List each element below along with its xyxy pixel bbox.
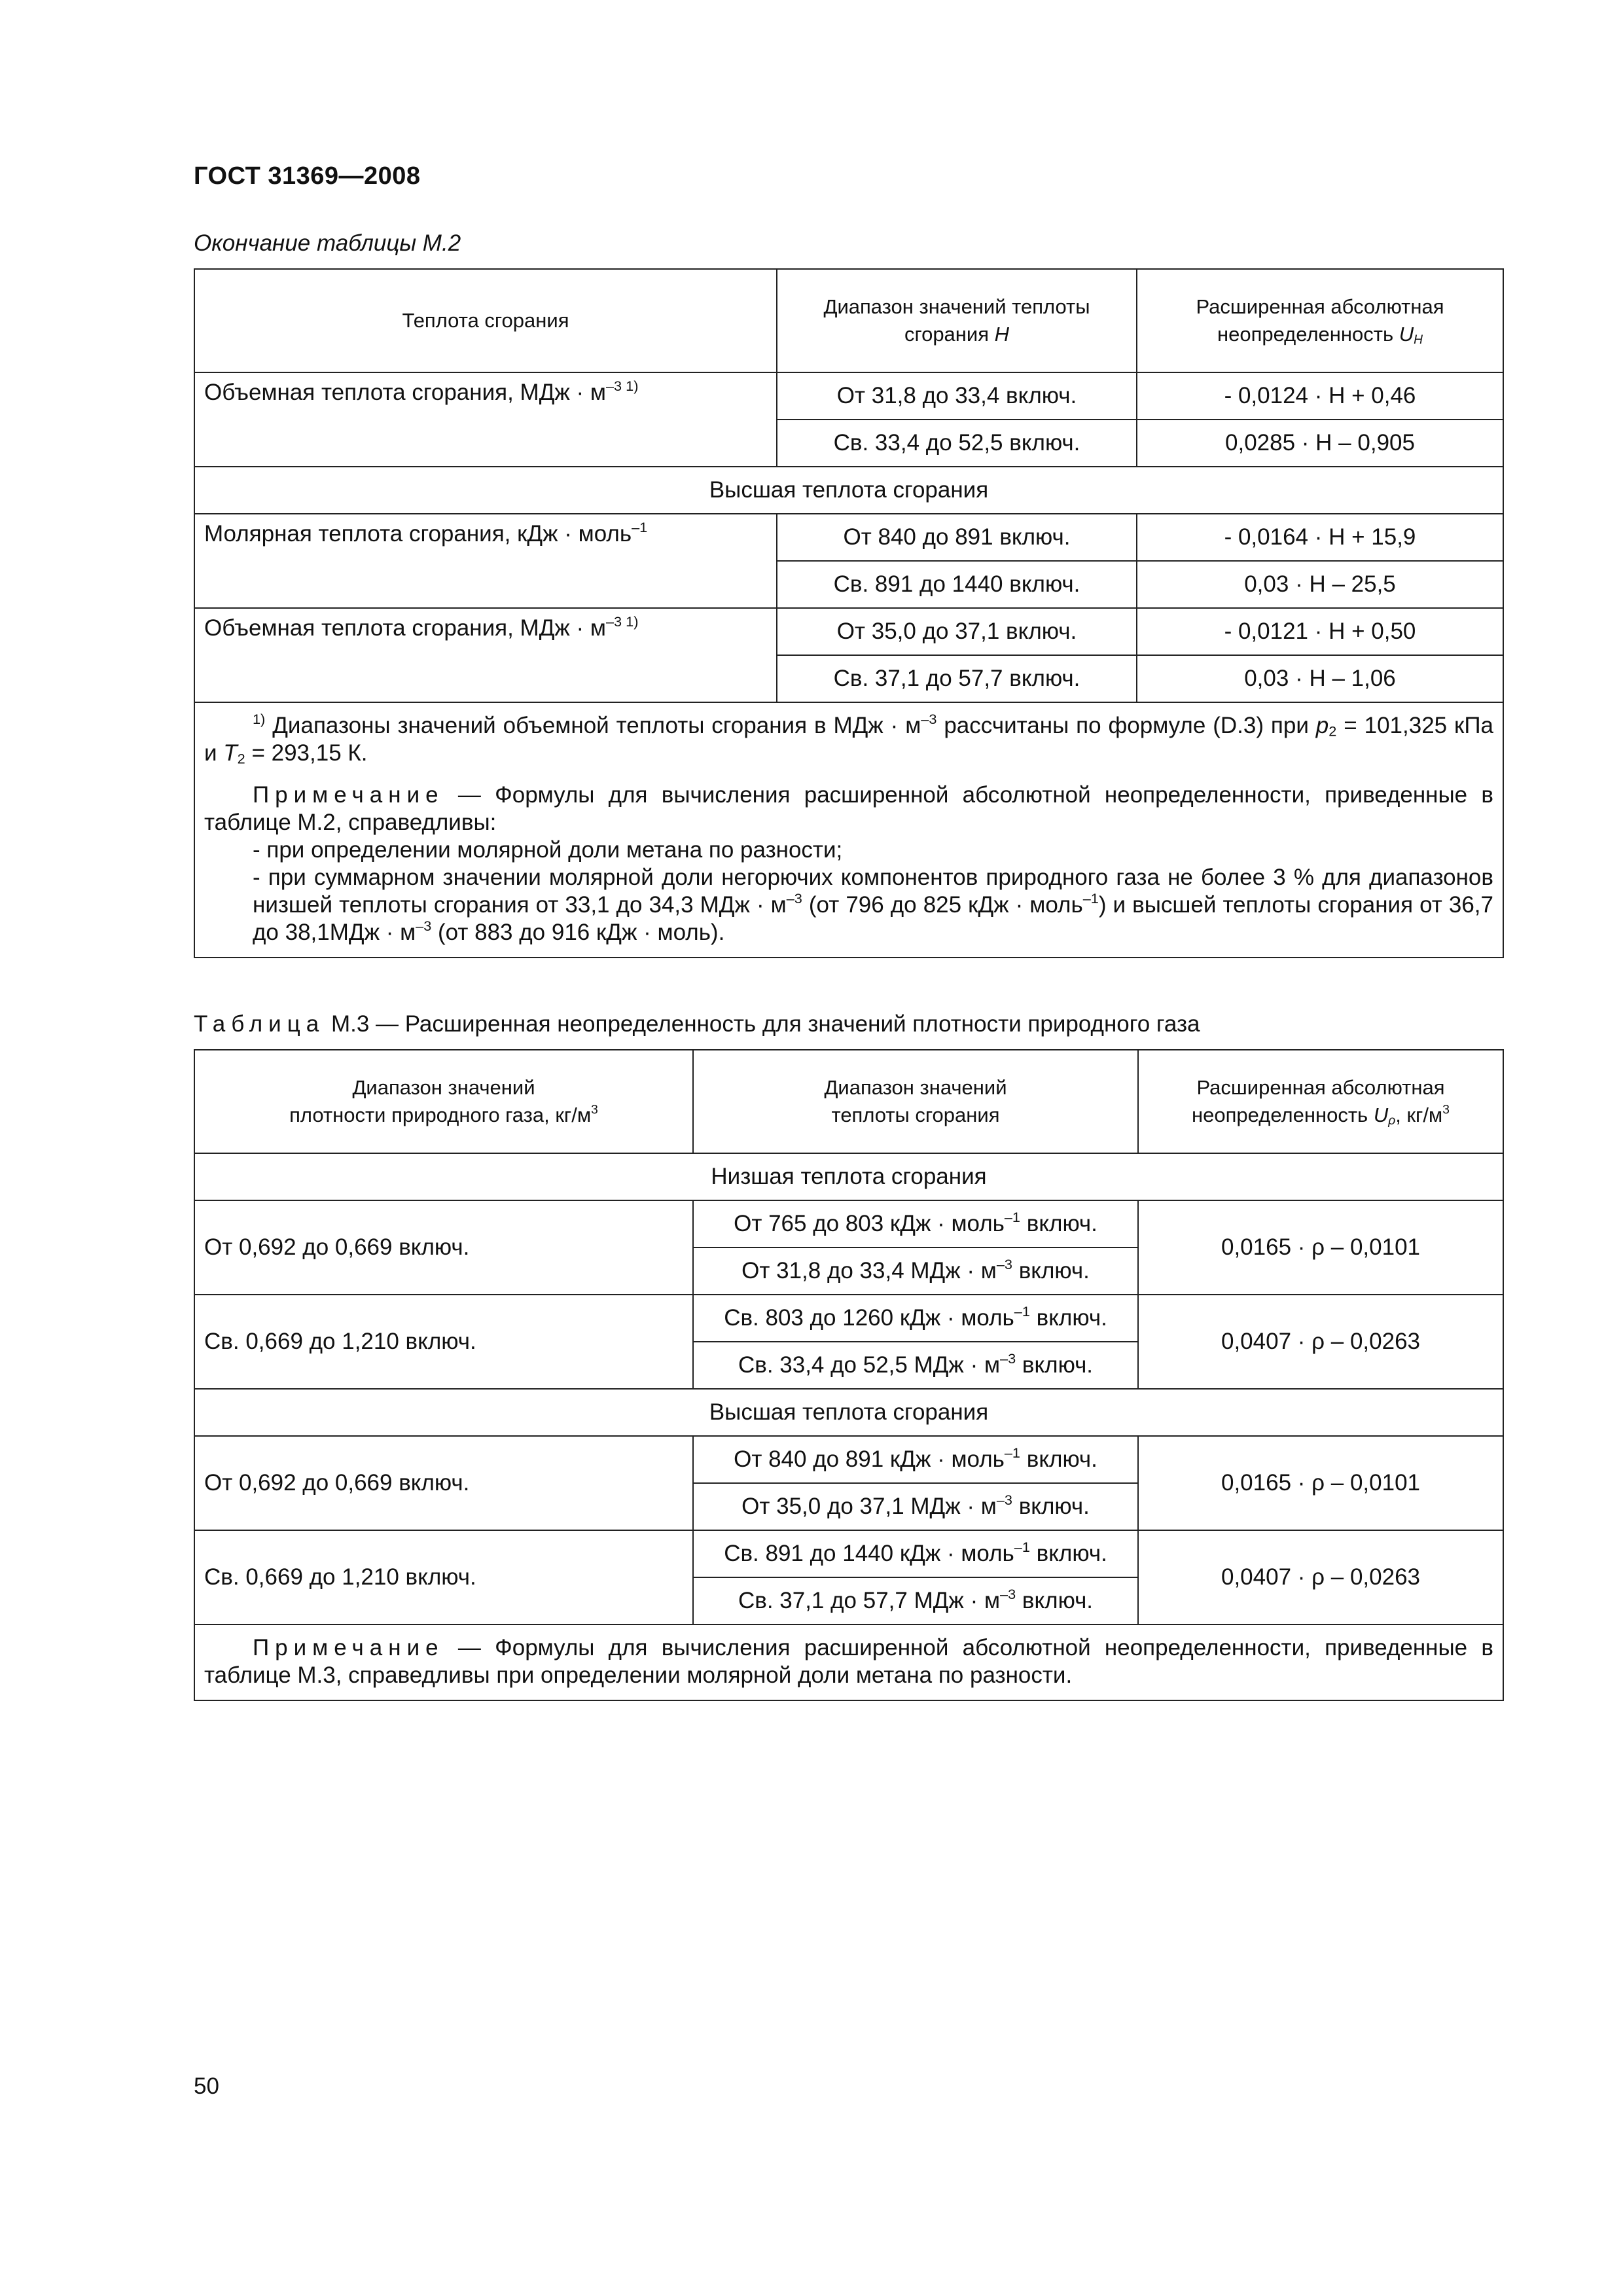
col-header-heat-line2: теплоты сгорания	[831, 1103, 1000, 1126]
symbol-u-sub: H	[1414, 332, 1423, 347]
range-cell	[693, 1295, 1138, 1342]
col-header-uncertainty	[1138, 1050, 1503, 1153]
note-m2	[204, 781, 1493, 836]
note-item	[204, 864, 1493, 946]
col-header-unc-line1: Расширенная абсолютная	[1196, 295, 1444, 319]
formula-cell: 0,0165 · ρ – 0,0101	[1138, 1436, 1503, 1530]
row-label-molar	[194, 514, 777, 608]
table-row	[194, 1530, 1503, 1577]
col-header-unit: , кг/м	[1395, 1103, 1443, 1126]
table-row	[194, 514, 1503, 561]
symbol-t: T	[223, 740, 238, 766]
formula-cell: 0,03 · H – 1,06	[1137, 655, 1503, 702]
footnote-text: = 293,15 К.	[245, 740, 368, 766]
range-text: Св. 37,1 до 57,7 МДж · м	[738, 1588, 1001, 1613]
table-row	[194, 1295, 1503, 1342]
range-text: От 765 до 803 кДж · моль	[734, 1211, 1005, 1236]
table-row	[194, 372, 1503, 420]
col-header-sup: 3	[1442, 1103, 1450, 1117]
formula-cell: 0,0285 · H – 0,905	[1137, 420, 1503, 467]
range-text: От 31,8 до 33,4 МДж · м	[741, 1258, 997, 1283]
col-header-range-line2: сгорания	[904, 323, 990, 346]
col-header-density-line1: Диапазон значений	[352, 1076, 535, 1100]
formula-cell: - 0,0164 · H + 15,9	[1137, 514, 1503, 561]
note-item-text: - при суммарном значении молярной доли негорючих компонентов природного газа не более 3 % для диапазонов низшей теплоты сгорания от 33,1 до 34,3 МДж · м	[253, 865, 1493, 918]
range-end: включ.	[1029, 1305, 1107, 1331]
section-row	[194, 1389, 1503, 1436]
range-end: включ.	[1020, 1211, 1097, 1236]
formula-cell: - 0,0121 · H + 0,50	[1137, 608, 1503, 655]
row-label-volumetric	[194, 372, 777, 467]
range-sup: –1	[1004, 1208, 1020, 1225]
symbol-p-sub: 2	[1329, 723, 1337, 740]
row-label-sup: –3 1)	[606, 613, 639, 630]
symbol-t-sub: 2	[237, 750, 245, 767]
col-header-heat-range	[693, 1050, 1138, 1153]
symbol-rho-sub: ρ	[1388, 1113, 1396, 1128]
range-text: От 840 до 891 кДж · моль	[734, 1446, 1005, 1472]
range-text: Св. 33,4 до 52,5 МДж · м	[738, 1352, 1001, 1378]
range-cell	[693, 1342, 1138, 1389]
section-row	[194, 467, 1503, 514]
page-number: 50	[194, 2073, 219, 2099]
row-label-text: Молярная теплота сгорания, кДж · моль	[204, 521, 632, 547]
formula-cell: - 0,0124 · H + 0,46	[1137, 372, 1503, 420]
range-cell	[693, 1530, 1138, 1577]
col-header-unc-line2: неопределенность	[1192, 1103, 1368, 1126]
range-cell: Св. 33,4 до 52,5 включ.	[777, 420, 1137, 467]
table-m3-caption	[194, 1011, 1200, 1037]
symbol-u: U	[1373, 1103, 1389, 1126]
range-end: включ.	[1016, 1588, 1094, 1613]
density-cell: Св. 0,669 до 1,210 включ.	[194, 1530, 693, 1624]
col-header-density-line2: плотности природного газа, кг/м	[289, 1103, 592, 1126]
note-m3	[204, 1634, 1493, 1689]
symbol-u: U	[1399, 323, 1414, 346]
range-cell	[693, 1200, 1138, 1247]
footnote	[204, 712, 1493, 767]
range-cell: От 35,0 до 37,1 включ.	[777, 608, 1137, 655]
table-header-row	[194, 269, 1503, 372]
range-sup: –3	[1000, 1350, 1016, 1367]
caption-label: Таблица	[194, 1011, 325, 1037]
range-cell	[693, 1483, 1138, 1530]
range-sup: –1	[1014, 1302, 1030, 1319]
range-end: включ.	[1012, 1494, 1090, 1519]
notes-cell	[194, 702, 1503, 958]
note-label: Примечание	[253, 782, 444, 808]
formula-cell: 0,0165 · ρ – 0,0101	[1138, 1200, 1503, 1295]
note-sup: –3	[786, 889, 802, 906]
range-cell	[693, 1247, 1138, 1295]
range-text: От 35,0 до 37,1 МДж · м	[741, 1494, 997, 1519]
col-header-unc-line1: Расширенная абсолютная	[1196, 1076, 1445, 1100]
range-end: включ.	[1016, 1352, 1094, 1378]
col-header-range-line1: Диапазон значений теплоты	[823, 295, 1090, 319]
density-cell: От 0,692 до 0,669 включ.	[194, 1436, 693, 1530]
col-header-range	[777, 269, 1137, 372]
range-text: Св. 803 до 1260 кДж · моль	[724, 1305, 1014, 1331]
footnote-text: Диапазоны значений объемной теплоты сгорания в МДж · м	[272, 713, 921, 738]
section-low-heat: Низшая теплота сгорания	[194, 1153, 1503, 1200]
col-header-density	[194, 1050, 693, 1153]
footnote-text: рассчитаны по формуле (D.3) при	[936, 713, 1316, 738]
footnote-mark: 1)	[253, 710, 266, 727]
density-cell: От 0,692 до 0,669 включ.	[194, 1200, 693, 1295]
col-header-sup: 3	[591, 1103, 598, 1117]
density-cell: Св. 0,669 до 1,210 включ.	[194, 1295, 693, 1389]
section-row	[194, 1153, 1503, 1200]
table-row	[194, 1200, 1503, 1247]
note-sup: –1	[1082, 889, 1099, 906]
range-sup: –3	[996, 1491, 1012, 1508]
section-high-heat: Высшая теплота сгорания	[194, 1389, 1503, 1436]
range-sup: –3	[1000, 1585, 1016, 1602]
notes-cell	[194, 1624, 1503, 1700]
formula-cell: 0,0407 · ρ – 0,0263	[1138, 1295, 1503, 1389]
formula-cell: 0,0407 · ρ – 0,0263	[1138, 1530, 1503, 1624]
range-cell: Св. 891 до 1440 включ.	[777, 561, 1137, 608]
note-item-text: ) и высшей теплоты сгорания от 36,7 до 38,1МДж · м	[253, 892, 1493, 945]
range-sup: –1	[1014, 1538, 1030, 1555]
footnote-sup: –3	[921, 710, 937, 727]
table-m2	[194, 268, 1504, 958]
note-label: Примечание	[253, 1635, 444, 1660]
range-end: включ.	[1029, 1541, 1107, 1566]
row-label-sup: –3 1)	[606, 377, 639, 394]
notes-row	[194, 1624, 1503, 1700]
formula-cell: 0,03 · H – 25,5	[1137, 561, 1503, 608]
col-header-uncertainty	[1137, 269, 1503, 372]
section-high-heat: Высшая теплота сгорания	[194, 467, 1503, 514]
range-text: Св. 891 до 1440 кДж · моль	[724, 1541, 1014, 1566]
footnote-text: = 101,325 кПа и	[204, 713, 1493, 766]
col-header-heat: Теплота сгорания	[194, 269, 777, 372]
range-sup: –3	[996, 1255, 1012, 1272]
notes-row	[194, 702, 1503, 958]
note-text: — Формулы для вычисления расширенной абсолютной неопределенности, приведенные в таблице М.3, справедливы при определении молярной доли метана по разности.	[204, 1635, 1493, 1688]
note-sup: –3	[416, 917, 432, 934]
col-header-heat-line1: Диапазон значений	[824, 1076, 1007, 1100]
caption-text: М.3 — Расширенная неопределенность для значений плотности природного газа	[325, 1011, 1200, 1037]
range-end: включ.	[1012, 1258, 1090, 1283]
range-cell	[693, 1577, 1138, 1624]
note-item-text: (от 883 до 916 кДж · моль).	[431, 920, 725, 945]
range-cell: От 31,8 до 33,4 включ.	[777, 372, 1137, 420]
table-header-row	[194, 1050, 1503, 1153]
range-sup: –1	[1004, 1444, 1020, 1461]
row-label-sup: –1	[632, 518, 648, 535]
range-cell: Св. 37,1 до 57,7 включ.	[777, 655, 1137, 702]
note-item-text: (от 796 до 825 кДж · моль	[802, 892, 1083, 918]
row-label-text: Объемная теплота сгорания, МДж · м	[204, 380, 606, 405]
note-text: — Формулы для вычисления расширенной абсолютной неопределенности, приведенные в таблице М.2, справедливы:	[204, 782, 1493, 835]
range-cell: От 840 до 891 включ.	[777, 514, 1137, 561]
range-cell	[693, 1436, 1138, 1483]
row-label-text: Объемная теплота сгорания, МДж · м	[204, 615, 606, 641]
table-row	[194, 1436, 1503, 1483]
row-label-volumetric-high	[194, 608, 777, 702]
range-end: включ.	[1020, 1446, 1097, 1472]
table-m3	[194, 1049, 1504, 1701]
table-m2-caption: Окончание таблицы М.2	[194, 230, 461, 256]
document-id: ГОСТ 31369—2008	[194, 162, 421, 190]
symbol-p: p	[1315, 713, 1329, 738]
note-item: - при определении молярной доли метана по разности;	[253, 837, 843, 863]
table-row	[194, 608, 1503, 655]
symbol-h: H	[994, 323, 1010, 346]
col-header-unc-line2: неопределенность	[1217, 323, 1394, 346]
